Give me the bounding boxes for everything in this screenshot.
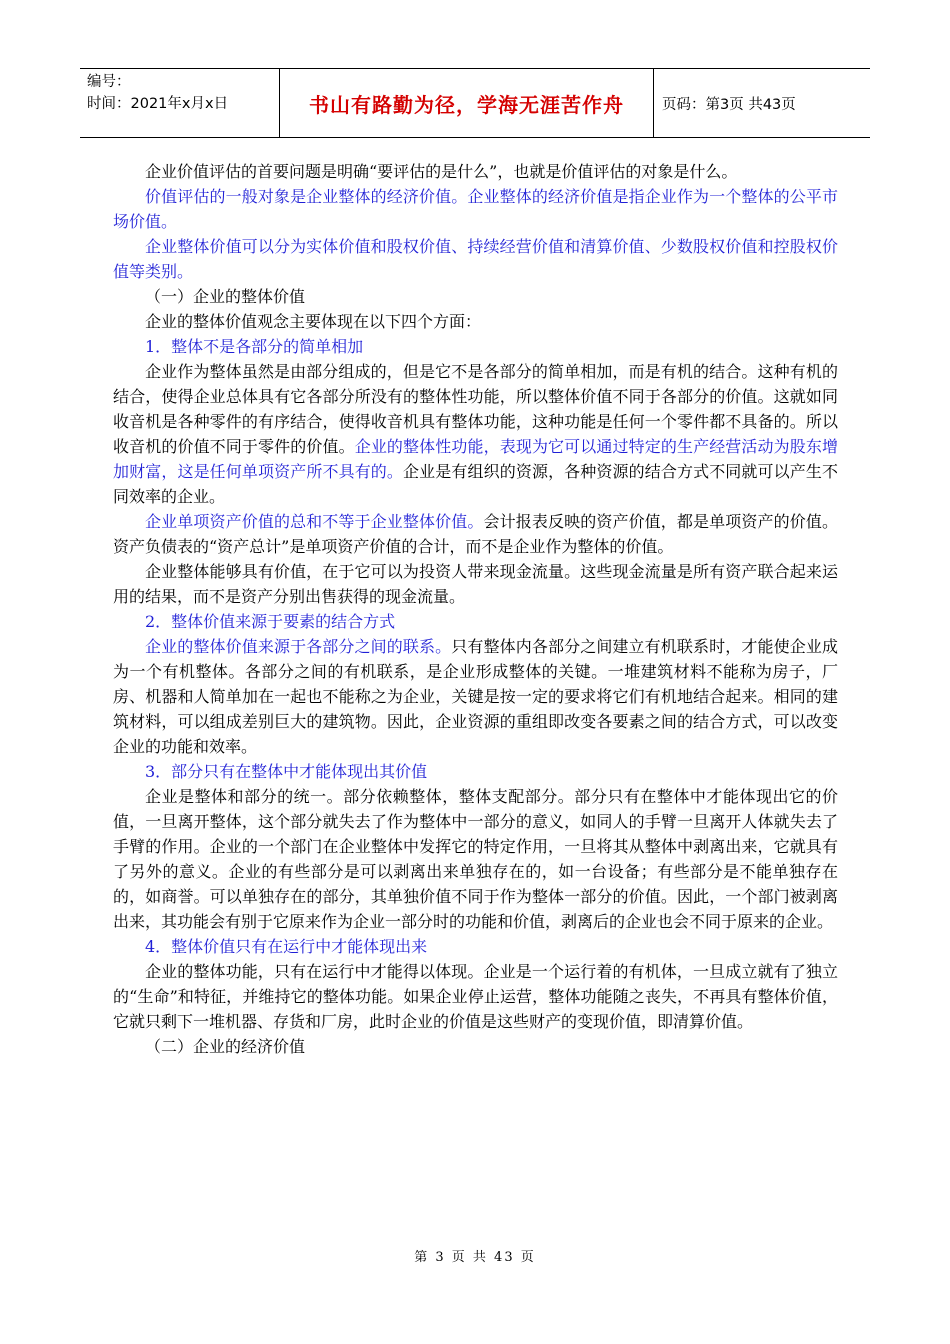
paragraph: 企业价值评估的首要问题是明确“要评估的是什么”，也就是价值评估的对象是什么。 bbox=[145, 162, 738, 181]
header-page-number: 页码：第3页 共43页 bbox=[662, 96, 796, 113]
highlighted-paragraph: 企业整体价值可以分为实体价值和股权价值、持续经营价值和清算价值、少数股权价值和控股权价值等类别。 bbox=[113, 237, 838, 281]
subsection-heading: 1．整体不是各部分的简单相加 bbox=[145, 337, 364, 356]
paragraph: 企业是整体和部分的统一。部分依赖整体，整体支配部分。部分只有在整体中才能体现出它的价值，一旦离开整体，这个部分就失去了作为整体中一部分的意义，如同人的手臂一旦离开人体就失去了手臂的作用。企业的一个部门在企业整体中发挥它的特定作用，一旦将其从整体中剥离出来，它就具有了另外的意义。企业的有些部分是可以剥离出来单独存在的，如一台设备；有些部分是不能单独存在的，如商誉。可以单独存在的部分，其单独价值不同于作为整体一部分的价值。因此，一个部门被剥离出来，其功能会有别于它原来作为企业一部分时的功能和价值，剥离后的企业也会不同于原来的企业。 bbox=[113, 787, 838, 931]
paragraph: 企业的整体价值观念主要体现在以下四个方面： bbox=[145, 312, 482, 331]
document-body bbox=[113, 159, 838, 1059]
text-run: 会计报表反映的资产价值，都是单项资产的价值。资产负债表的“资产总计”是单项资产价值的合计，而不是企业作为整体的价值。 bbox=[113, 512, 838, 556]
section-heading: （二）企业的经济价值 bbox=[145, 1037, 306, 1056]
header-motto: 书山有路勤为径，学海无涯苦作舟 bbox=[280, 69, 654, 137]
subsection-heading: 4．整体价值只有在运行中才能体现出来 bbox=[145, 937, 428, 956]
subsection-heading: 2．整体价值来源于要素的结合方式 bbox=[145, 612, 396, 631]
paragraph bbox=[113, 509, 838, 559]
highlighted-text: 企业的整体价值来源于各部分之间的联系。 bbox=[145, 637, 452, 656]
section-heading: （一）企业的整体价值 bbox=[145, 287, 306, 306]
paragraph: 企业整体能够具有价值，在于它可以为投资人带来现金流量。这些现金流量是所有资产联合起来运用的结果，而不是资产分别出售获得的现金流量。 bbox=[113, 562, 838, 606]
page-header bbox=[80, 68, 870, 138]
subsection-heading: 3．部分只有在整体中才能体现出其价值 bbox=[145, 762, 428, 781]
header-meta bbox=[80, 69, 280, 137]
page-footer: 第 3 页 共 43 页 bbox=[414, 1250, 536, 1265]
paragraph: 企业的整体功能，只有在运行中才能得以体现。企业是一个运行着的有机体，一旦成立就有了独立的“生命”和特征，并维持它的整体功能。如果企业停止运营，整体功能随之丧失，不再具有整体价值，它就只剩下一堆机器、存货和厂房，此时企业的价值是这些财产的变现价值，即清算价值。 bbox=[113, 962, 838, 1031]
document-date: 时间：2021年x月x日 bbox=[87, 96, 229, 112]
text-run: 企业是有组织的资源，各种资源的结合方式不同就可以产生不同效率的企业。 bbox=[113, 462, 838, 506]
text-run: 只有整体内各部分之间建立有机联系时，才能使企业成为一个有机整体。各部分之间的有机联系，是企业形成整体的关键。一堆建筑材料不能称为房子，厂房、机器和人简单加在一起也不能称之为企业，关键是按一定的要求将它们有机地结合起来。相同的建筑材料，可以组成差别巨大的建筑物。因此，企业资源的重组即改变各要素之间的结合方式，可以改变企业的功能和效率。 bbox=[113, 637, 838, 756]
highlighted-text: 企业的整体性功能，表现为它可以通过特定的生产经营活动为股东增加财富，这是任何单项资产所不具有的。 bbox=[113, 437, 838, 481]
document-number: 编号： bbox=[87, 74, 131, 90]
text-run: 企业作为整体虽然是由部分组成的，但是它不是各部分的简单相加，而是有机的结合。这种有机的结合，使得企业总体具有它各部分所没有的整体性功能，所以整体价值不同于各部分的价值。这就如同收音机是各种零件的有序结合，使得收音机具有整体功能，这种功能是任何一个零件都不具备的。所以收音机的价值不同于零件的价值。 bbox=[113, 362, 838, 456]
paragraph bbox=[113, 634, 838, 759]
highlighted-text: 企业单项资产价值的总和不等于企业整体价值。 bbox=[145, 512, 484, 531]
highlighted-paragraph: 价值评估的一般对象是企业整体的经济价值。企业整体的经济价值是指企业作为一个整体的公平市场价值。 bbox=[113, 187, 838, 231]
paragraph bbox=[113, 359, 838, 509]
